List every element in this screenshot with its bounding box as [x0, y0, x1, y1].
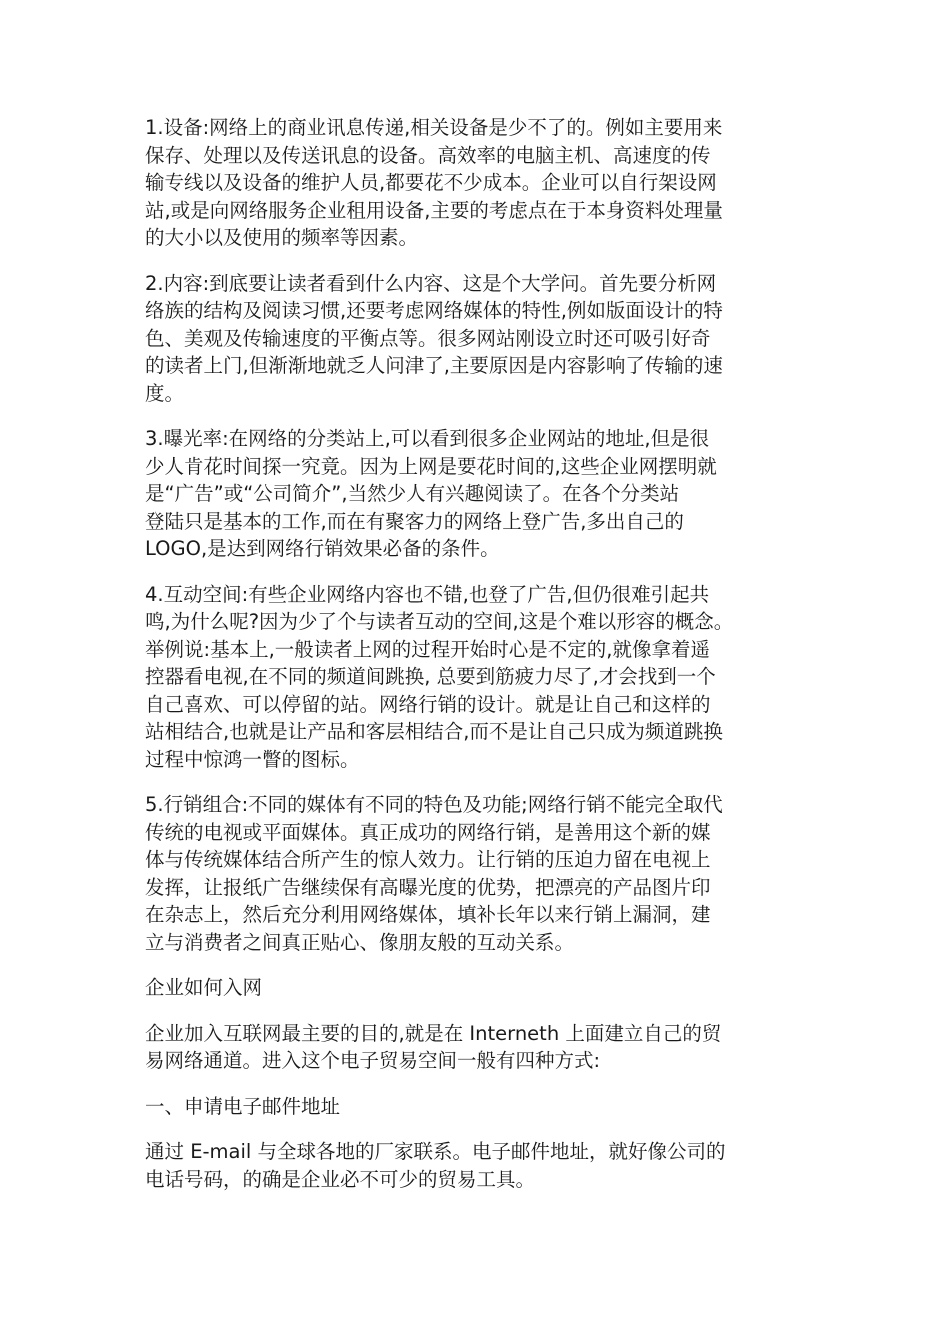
paragraph-content: 2.内容:到底要让读者看到什么内容、这是个大学问。首先要分析网 络族的结构及阅读习惯,还要考虑网络媒体的特性,例如版面设计的特 色、美观及传输速度的平衡点等。很多网站刚设立时还可吸引好奇 的读者上门,但渐渐地就乏人问津了,主要原因是内容影响了传输的速 度。	[145, 271, 723, 405]
section-heading-how-to-go-online: 企业如何入网	[145, 976, 263, 999]
paragraph-purpose: 企业加入互联网最主要的目的,就是在 Interneth 上面建立自己的贸 易网络通道。进入这个电子贸易空间一般有四种方式:	[145, 1021, 722, 1072]
document-page	[145, 114, 810, 1211]
paragraph-interaction: 4.互动空间:有些企业网络内容也不错,也登了广告,但仍很难引起共 鸣,为什么呢?因为少了个与读者互动的空间,这是个难以形容的概念。 举例说:基本上,一般读者上网的过程开始时心是不定的,就像拿着遥 控器看电视,在不同的频道间跳换, 总要到筋疲力尽了,才会找到一个 自己喜欢、可以停留的站。网络行销的设计。就是让自己和这样的 站相结合,也就是让产品和客层相结合,而不是让自己只成为频道跳换 过程中惊鸿一瞥的图标。	[145, 582, 734, 771]
subheading-email: 一、申请电子邮件地址	[145, 1094, 341, 1118]
paragraph-marketing-mix: 5.行销组合:不同的媒体有不同的特色及功能;网络行销不能完全取代 传统的电视或平面媒体。真正成功的网络行销，是善用这个新的媒 体与传统媒体结合所产生的惊人效力。让行销的压迫力留在电视上 发挥，让报纸广告继续保有高曝光度的优势，把漂亮的产品图片印 在杂志上，然后充分利用网络媒体，填补长年以来行销上漏洞，建 立与消费者之间真正贴心、像朋友般的互动关系。	[145, 793, 723, 954]
paragraph-exposure: 3.曝光率:在网络的分类站上,可以看到很多企业网站的地址,但是很 少人肯花时间探一究竟。因为上网是要花时间的,这些企业网摆明就 是“广告”或“公司简介”,当然少人有兴趣阅读了。在各个分类站 登陆只是基本的工作,而在有聚客力的网络上登广告,多出自己的 LOGO,是达到网络行销效果必备的条件。	[145, 427, 717, 560]
paragraph-email: 通过 E-mail 与全球各地的厂家联系。电子邮件地址，就好像公司的 电话号码，的确是企业必不可少的贸易工具。	[145, 1140, 726, 1191]
paragraph-equipment: 1.设备:网络上的商业讯息传递,相关设备是少不了的。例如主要用来 保存、处理以及传送讯息的设备。高效率的电脑主机、高速度的传 输专线以及设备的维护人员,都要花不少成本。企业可以自行架设网 站,或是向网络服务企业租用设备,主要的考虑点在于本身资料处理量 的大小以及使用的频率等因素。	[145, 116, 723, 249]
